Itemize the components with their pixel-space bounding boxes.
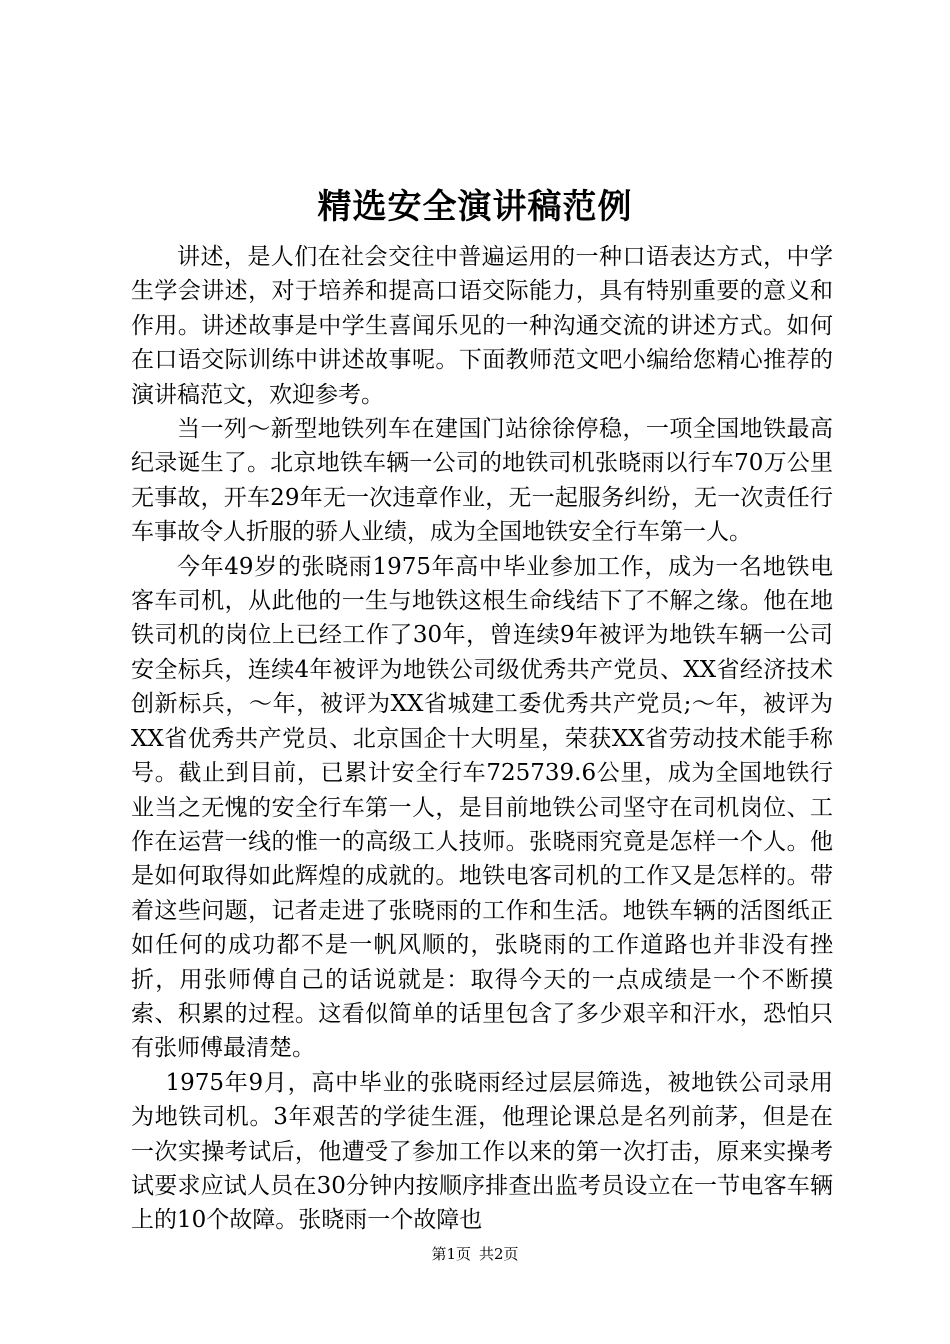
paragraph-1975: 1975年9月，高中毕业的张晓雨经过层层筛选，被地铁公司录用为地铁司机。3年艰苦的学徒生涯，他理论课总是名列前茅，但是在一次实操考试后，他遭受了参加工作以来的第一次打击，原来实操考试要求应试人员在30分钟内按顺序排查出监考员设立在一节电客车辆上的10个故障。张晓雨一个故障也 (131, 1069, 833, 1234)
page-footer (0, 1244, 950, 1264)
page-number-current: 第1页 (431, 1245, 471, 1263)
paragraph-career: 今年49岁的张晓雨1975年高中毕业参加工作，成为一名地铁电客车司机，从此他的一生与地铁这根生命线结下了不解之缘。他在地铁司机的岗位上已经工作了30年，曾连续9年被评为地铁车辆一公司安全标兵，连续4年被评为地铁公司级优秀共产党员、XX省经济技术创新标兵，～年，被评为XX省城建工委优秀共产党员;～年，被评为XX省优秀共产党员、北京国企十大明星，荣获XX省劳动技术能手称号。截止到目前，已累计安全行车725739.6公里，成为全国地铁行业当之无愧的安全行车第一人，是目前地铁公司坚守在司机岗位、工作在运营一线的惟一的高级工人技师。张晓雨究竟是怎样一个人。他是如何取得如此辉煌的成就的。地铁电客司机的工作又是怎样的。带着这些问题，记者走进了张晓雨的工作和生活。地铁车辆的活图纸正如任何的成功都不是一帆风顺的，张晓雨的工作道路也并非没有挫折，用张师傅自己的话说就是：取得今天的一点成绩是一个不断摸索、积累的过程。这看似简单的话里包含了多少艰辛和汗水，恐怕只有张师傅最清楚。 (131, 553, 833, 1062)
page-number-total: 共2页 (479, 1245, 519, 1263)
paragraph-intro: 讲述，是人们在社会交往中普遍运用的一种口语表达方式，中学生学会讲述，对于培养和提高口语交际能力，具有特别重要的意义和作用。讲述故事是中学生喜闻乐见的一种沟通交流的讲述方式。如何在口语交际训练中讲述故事呢。下面教师范文吧小编给您精心推荐的演讲稿范文，欢迎参考。 (131, 244, 833, 408)
document-title: 精选安全演讲稿范例 (317, 187, 633, 227)
document-body (131, 240, 833, 1238)
paragraph-record: 当一列～新型地铁列车在建国门站徐徐停稳，一项全国地铁最高纪录诞生了。北京地铁车辆一公司的地铁司机张晓雨以行车70万公里无事故，开车29年无一次违章作业，无一起服务纠纷，无一次责任行车事故令人折服的骄人业绩，成为全国地铁安全行车第一人。 (131, 416, 833, 546)
